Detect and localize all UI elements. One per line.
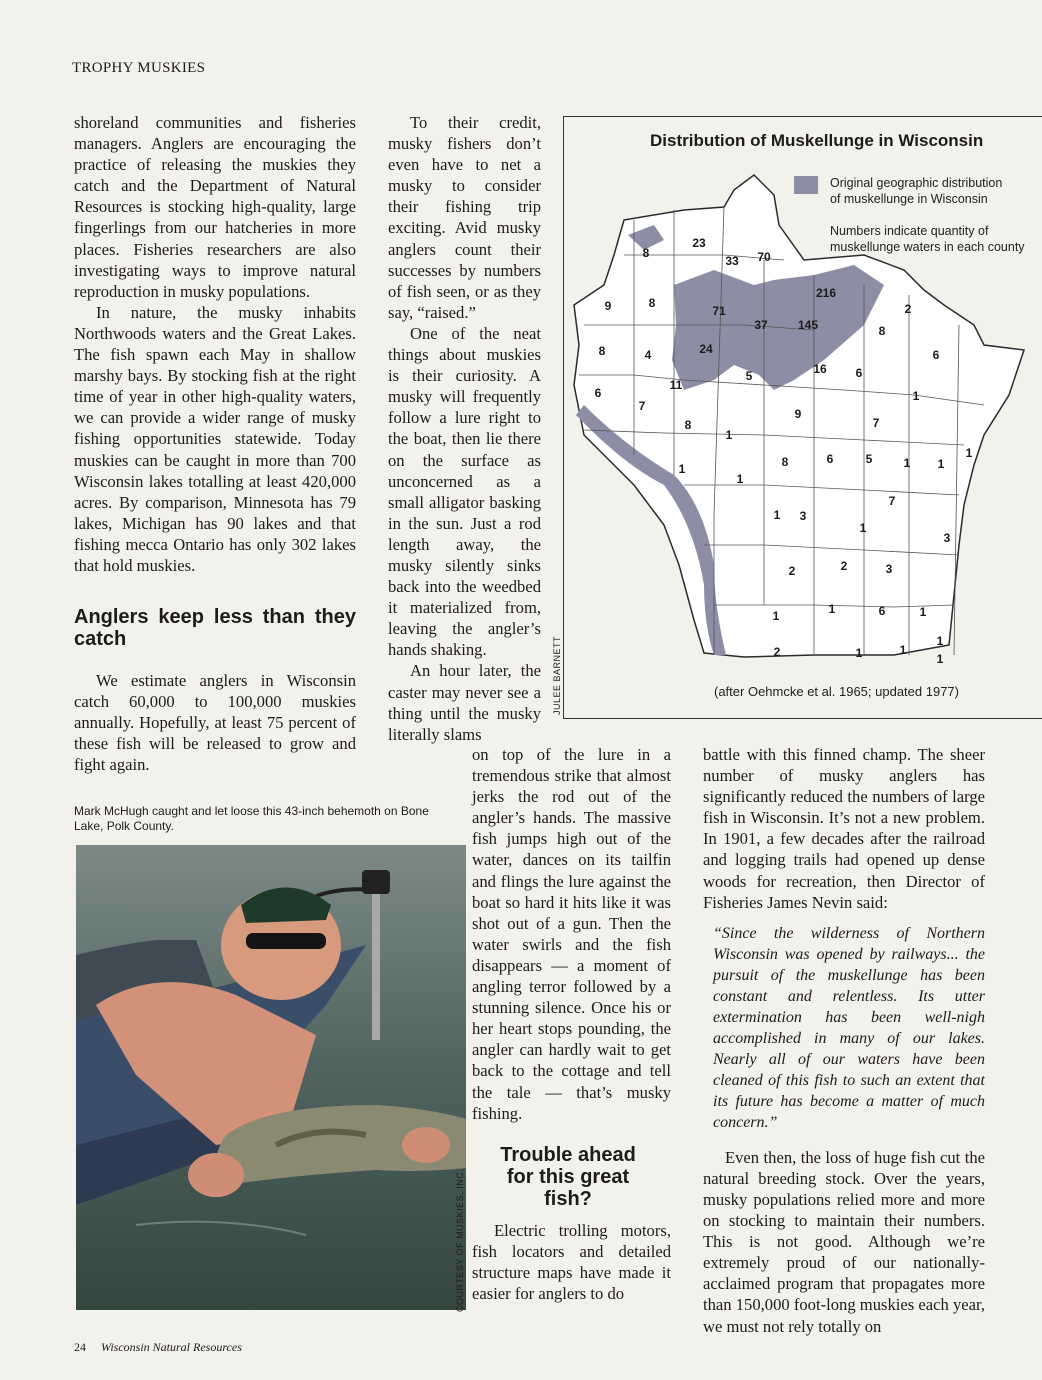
county-number: 5: [745, 369, 753, 383]
article-column-2: [388, 112, 541, 745]
note-line: muskellunge waters in each county: [830, 240, 1025, 254]
county-number: 1: [773, 508, 781, 522]
county-number: 33: [725, 254, 739, 268]
county-number: 7: [872, 416, 880, 430]
county-number: 6: [878, 604, 886, 618]
paragraph: Even then, the loss of huge fish cut the natural breeding stock. Over the years, musky populations relied more and more on stocking to maintain their numbers. This is not good. Although we’re extremely proud of our nationally-acclaimed program that propagates more than 150,000 foot-long muskies each year, we must not rely totally on: [703, 1147, 985, 1336]
paragraph: To their credit, musky fishers don’t even have to net a musky to consider their fishing trip exciting. Avid musky anglers count their successes by numbers of fish seen, or as they say, “raised.”: [388, 113, 541, 322]
photo-credit: COURTESY OF MUSKIES, INC.: [455, 1168, 465, 1312]
county-number: 8: [684, 418, 692, 432]
wisconsin-map: [564, 165, 1042, 675]
county-number: 1: [965, 446, 973, 460]
county-number: 1: [899, 643, 907, 657]
county-number: 2: [773, 645, 781, 659]
county-number: 8: [648, 296, 656, 310]
county-number: 1: [828, 602, 836, 616]
note-line: Numbers indicate quantity of: [830, 224, 989, 238]
county-number: 3: [799, 509, 807, 523]
county-number: 6: [594, 386, 602, 400]
paragraph: shoreland communities and fisheries managers. Anglers are encouraging the practice of releasing the muskies they catch and the Department of Natural Resources is stocking high-quality, large fingerlings from our hatcheries in more places. Fisheries researchers are also investigating ways to improve natural reproduction in musky populations.: [74, 113, 356, 301]
section-heading: Anglers keep less than they catch: [74, 606, 356, 651]
county-number: 1: [772, 609, 780, 623]
county-number: 1: [903, 456, 911, 470]
county-number: 7: [888, 494, 896, 508]
county-number: 6: [855, 366, 863, 380]
county-number: 23: [692, 236, 706, 250]
county-number: 1: [937, 457, 945, 471]
block-quote: “Since the wilderness of Northern Wisconsin was opened by railways... the pursuit of the muskellunge has been constant and relentless. Its utter extermination has been well-nigh accomplished in many of our lakes. Nearly all of our waters have been cleaned of this fish to such an extent that its future has become a matter of much concern.”: [713, 924, 985, 1131]
paragraph: In nature, the musky inhabits Northwoods waters and the Great Lakes. The fish spawn each May in shallow marshy bays. By stocking fish at the right time of year in other high-quality waters, we can provide a wider range of musky fishing opportunities statewide. Today muskies can be caught in more than 700 Wisconsin lakes totalling at least 420,000 acres. By comparison, Minnesota has 79 lakes, Michigan has 90 lakes and that fishing mecca Ontario has only 302 lakes that hold muskies.: [74, 302, 356, 575]
county-number: 11: [669, 378, 683, 392]
county-number: 6: [932, 348, 940, 362]
county-number: 1: [725, 428, 733, 442]
legend-line: Original geographic distribution: [830, 176, 1003, 190]
county-number: 1: [859, 521, 867, 535]
county-number: 6: [826, 452, 834, 466]
county-number: 1: [855, 646, 863, 660]
legend-line: of muskellunge in Wisconsin: [830, 192, 988, 206]
running-header: TROPHY MUSKIES: [72, 60, 206, 76]
page-number: 24: [74, 1340, 86, 1354]
paragraph: We estimate anglers in Wisconsin catch 60,000 to 100,000 muskies annually. Hopefully, at least 75 percent of these fish will be released to grow and fight again.: [74, 671, 356, 775]
county-number: 1: [936, 634, 944, 648]
article-column-3: [703, 744, 985, 1337]
paragraph: Electric trolling motors, fish locators and detailed structure maps have made it easier for anglers to do: [472, 1220, 671, 1303]
county-number: 2: [788, 564, 796, 578]
county-number: 3: [943, 531, 951, 545]
county-number: 5: [865, 452, 873, 466]
county-number: 1: [678, 462, 686, 476]
photo-caption: Mark McHugh caught and let loose this 43-inch behemoth on Bone Lake, Polk County.: [74, 804, 429, 833]
county-number: 9: [604, 299, 612, 313]
county-number: 1: [912, 389, 920, 403]
county-number: 2: [840, 559, 848, 573]
county-number: 8: [878, 324, 886, 338]
county-number: 8: [598, 344, 606, 358]
paragraph: battle with this finned champ. The sheer number of musky anglers has significantly reduced the numbers of large fish in Wisconsin. It’s not a new problem. In 1901, a few decades after the railroad and logging trails had opened up dense woods for recreation, then Director of Fisheries James Nevin said:: [703, 745, 985, 912]
county-number: 1: [936, 652, 944, 666]
county-number: 70: [757, 250, 771, 264]
county-number: 216: [815, 286, 837, 300]
county-number: 3: [885, 562, 893, 576]
county-number: 8: [781, 455, 789, 469]
county-number: 1: [919, 605, 927, 619]
map-title: Distribution of Muskellunge in Wisconsin: [650, 131, 984, 150]
map-source: (after Oehmcke et al. 1965; updated 1977): [714, 684, 959, 699]
article-column-1: [74, 112, 356, 776]
county-number: 16: [813, 362, 827, 376]
angler-photo: [76, 845, 466, 1310]
paragraph: One of the neat things about muskies is their curiosity. A musky will frequently follow a lure right to the boat, then lie there on the surface as unconcerned as a small alligator basking in the sun. Just a rod length away, the musky silently sinks back into the weedbed it materialized from, leaving the angler’s hands shaking.: [388, 323, 541, 660]
paragraph: An hour later, the caster may never see a thing until the musky literally slams: [388, 661, 541, 744]
section-heading: Trouble ahead for this great fish?: [500, 1143, 636, 1210]
county-number: 71: [712, 304, 726, 318]
page-footer: [74, 1340, 242, 1355]
publication-name: Wisconsin Natural Resources: [101, 1340, 242, 1354]
county-number: 145: [797, 318, 819, 332]
county-number: 2: [904, 302, 912, 316]
county-number: 9: [794, 407, 802, 421]
county-number: 24: [699, 342, 713, 356]
county-number: 1: [736, 472, 744, 486]
county-number: 4: [644, 348, 652, 362]
county-number: 37: [754, 318, 768, 332]
paragraph: on top of the lure in a tremendous strike that almost jerks the rod out of the angler’s hands. The massive fish jumps high out of the water, dances on its tailfin and flings the lure against the boat so hard it hits like it was shot out of a gun. Then the water swirls and the fish disappears — a moment of angling terror followed by a stunning silence. Once his or her heart stops pounding, the angler can hardly wait to get back to the cottage and tell the tale — that’s musky fishing.: [472, 745, 671, 1123]
county-number: 7: [638, 399, 646, 413]
county-number: 8: [642, 246, 650, 260]
map-credit: JULEE BARNETT: [552, 635, 562, 715]
